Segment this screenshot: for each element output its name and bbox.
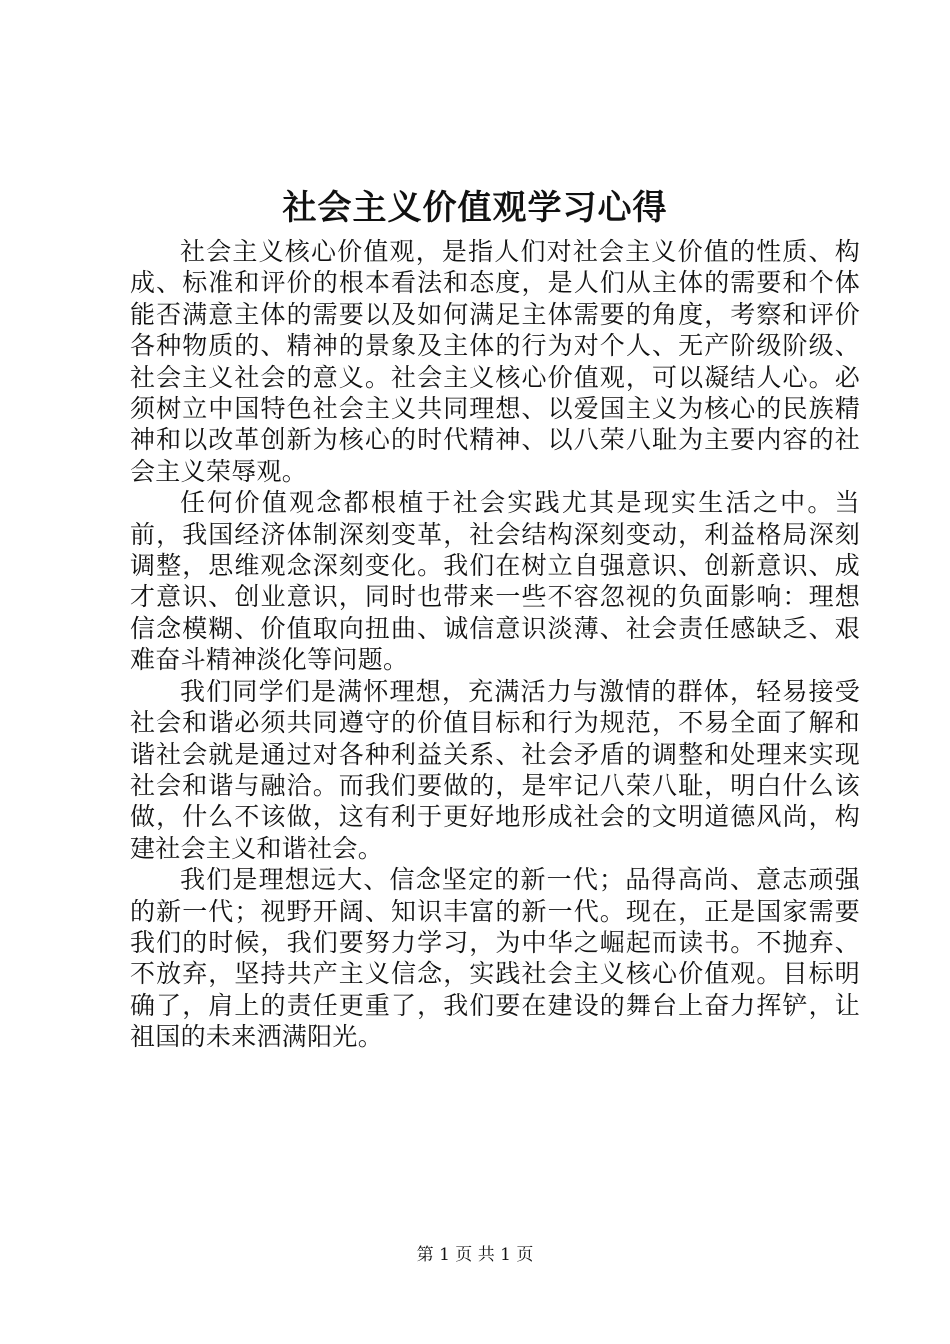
paragraph-1: 社会主义核心价值观，是指人们对社会主义价值的性质、构成、标准和评价的根本看法和态度，是人们从主体的需要和个体能否满意主体的需要以及如何满足主体需要的角度，考察和评价各种物质的、精神的景象及主体的行为对个人、无产阶级阶级、社会主义社会的意义。社会主义核心价值观，可以凝结人心。必须树立中国特色社会主义共同理想、以爱国主义为核心的民族精神和以改革创新为核心的时代精神、以八荣八耻为主要内容的社会主义荣辱观。 [130, 237, 860, 486]
page-number-footer: 第 1 页 共 1 页 [416, 1245, 534, 1265]
paragraph-2: 任何价值观念都根植于社会实践尤其是现实生活之中。当前，我国经济体制深刻变革，社会结构深刻变动，利益格局深刻调整，思维观念深刻变化。我们在树立自强意识、创新意识、成才意识、创业意识，同时也带来一些不容忽视的负面影响：理想信念模糊、价值取向扭曲、诚信意识淡薄、社会责任感缺乏、艰难奋斗精神淡化等问题。 [130, 488, 860, 675]
document-body [130, 236, 860, 1053]
paragraph-4: 我们是理想远大、信念坚定的新一代；品得高尚、意志顽强的新一代；视野开阔、知识丰富的新一代。现在，正是国家需要我们的时候，我们要努力学习，为中华之崛起而读书。不抛弃、不放弃，坚持共产主义信念，实践社会主义核心价值观。目标明确了，肩上的责任更重了，我们要在建设的舞台上奋力挥铲，让祖国的未来洒满阳光。 [130, 865, 860, 1052]
paragraph-3: 我们同学们是满怀理想，充满活力与激情的群体，轻易接受社会和谐必须共同遵守的价值目标和行为规范，不易全面了解和谐社会就是通过对各种利益关系、社会矛盾的调整和处理来实现社会和谐与融洽。而我们要做的，是牢记八荣八耻，明白什么该做，什么不该做，这有利于更好地形成社会的文明道德风尚，构建社会主义和谐社会。 [130, 676, 860, 863]
document-title: 社会主义价值观学习心得 [282, 188, 668, 228]
